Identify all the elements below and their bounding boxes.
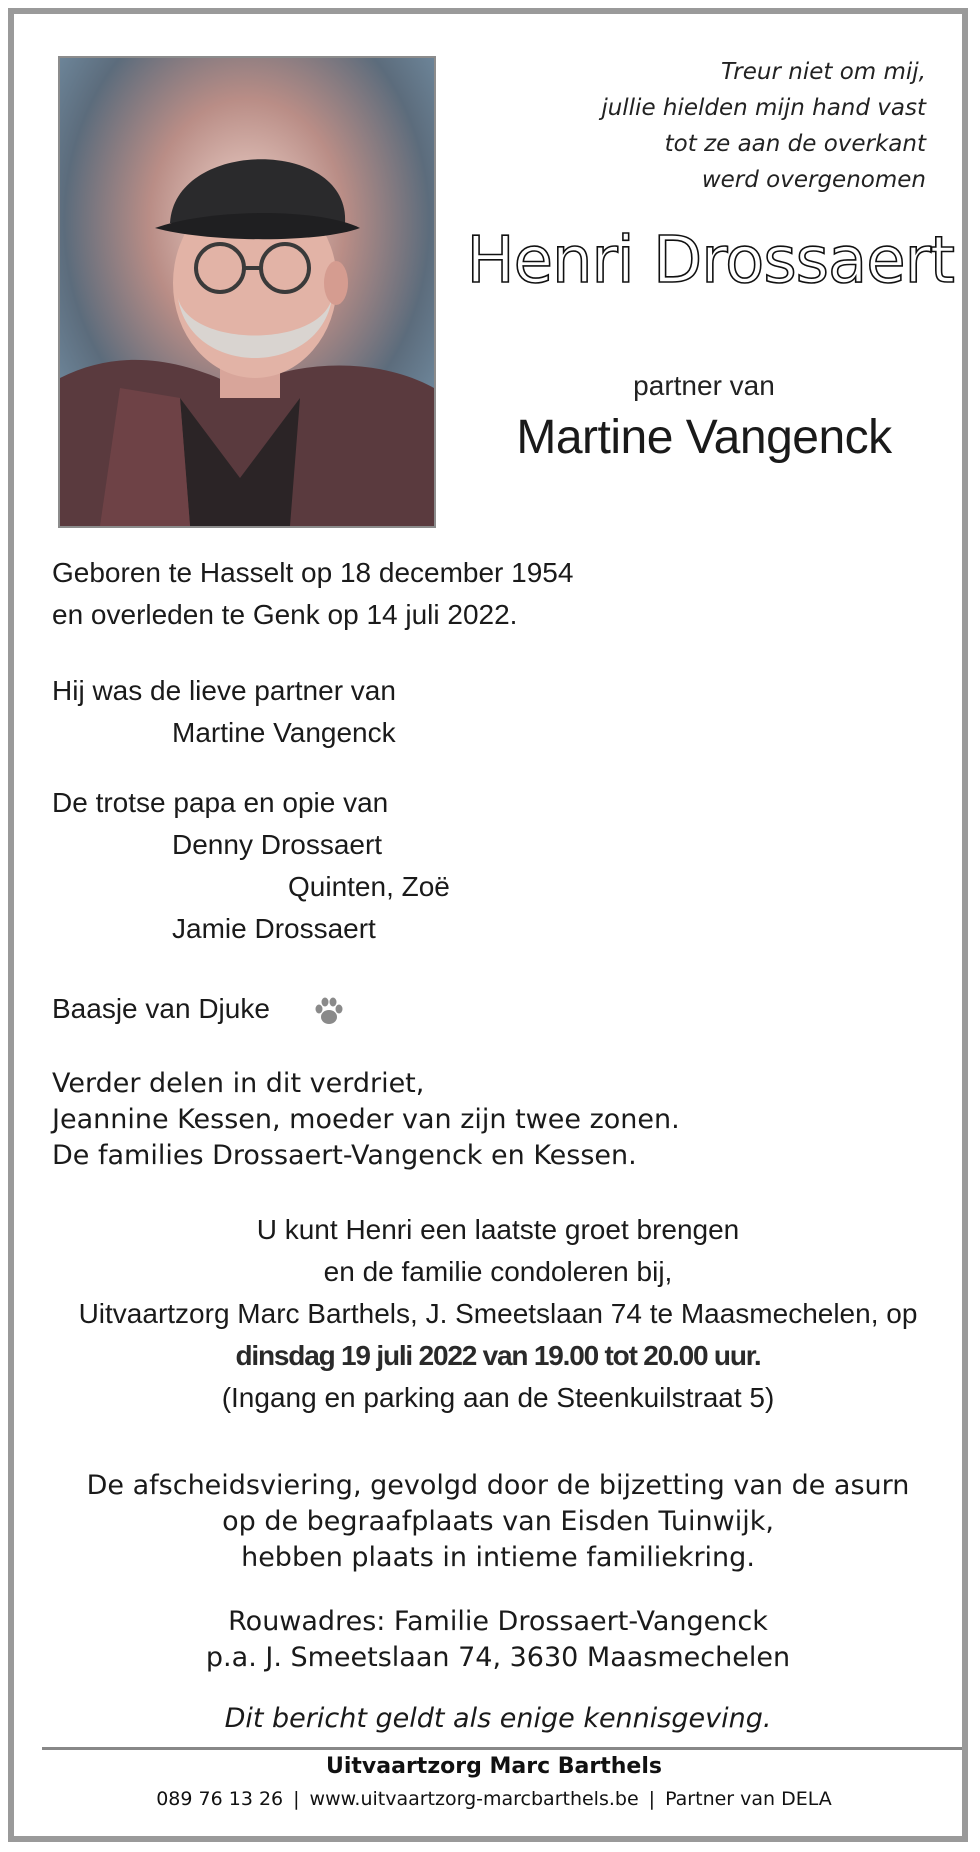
partner-section-name: Martine Vangenck — [172, 717, 396, 748]
deceased-name: Henri Drossaert — [466, 224, 954, 298]
partner-label: partner van — [633, 370, 775, 401]
pet-line — [52, 988, 348, 1030]
announcement-frame — [8, 8, 968, 1842]
memorial-quote — [506, 54, 926, 198]
others-line: Jeannine Kessen, moeder van zijn twee zonen. — [52, 1104, 680, 1135]
address-line: p.a. J. Smeetslaan 74, 3630 Maasmechelen — [205, 1642, 791, 1673]
others-line: De families Drossaert-Vangenck en Kessen. — [52, 1140, 637, 1171]
partner-intro: Hij was de lieve partner van — [52, 675, 396, 706]
footer-website: www.uitvaartzorg-marcbarthels.be — [309, 1788, 639, 1810]
quote-line: Treur niet om mij, — [721, 59, 926, 85]
partner-name: Martine Vangenck — [516, 411, 892, 464]
others-block — [52, 1066, 680, 1174]
portrait-photo — [58, 56, 436, 528]
pet-text: Baasje van Djuke — [52, 993, 270, 1024]
closing-note: Dit bericht geldt als enige kennisgeving. — [224, 1703, 772, 1734]
quote-line: werd overgenomen — [701, 167, 926, 193]
family-intro: De trotse papa en opie van — [52, 787, 389, 818]
ceremony-line: op de begraafplaats van Eisden Tuinwijk, — [222, 1506, 774, 1537]
paw-icon — [310, 994, 348, 1028]
condolence-line: en de familie condoleren bij, — [323, 1256, 673, 1287]
footer-partner: Partner van DELA — [665, 1788, 832, 1810]
child-name: Jamie Drossaert — [172, 913, 376, 944]
ceremony-line: De afscheidsviering, gevolgd door de bijzetting van de asurn — [86, 1470, 910, 1501]
ceremony-block — [44, 1468, 952, 1576]
condolence-line: (Ingang en parking aan de Steenkuilstraat 5) — [221, 1382, 775, 1413]
footer-separator: | — [648, 1788, 656, 1810]
visitation-date: dinsdag 19 juli 2022 van 19.00 tot 20.00 uur. — [235, 1340, 761, 1371]
death-line: en overleden te Genk op 14 juli 2022. — [52, 599, 518, 630]
family-block — [52, 782, 450, 950]
footer-divider — [42, 1747, 962, 1750]
footer-company: Uitvaartzorg Marc Barthels — [326, 1754, 662, 1779]
condolence-block — [44, 1209, 952, 1419]
footer-contact — [14, 1788, 974, 1810]
address-block — [44, 1604, 952, 1676]
grandchildren-names: Quinten, Zoë — [288, 871, 450, 902]
footer-separator: | — [293, 1788, 300, 1810]
condolence-line: U kunt Henri een laatste groet brengen — [256, 1214, 740, 1245]
child-name: Denny Drossaert — [172, 829, 383, 860]
birth-line: Geboren te Hasselt op 18 december 1954 — [52, 557, 574, 588]
quote-line: tot ze aan de overkant — [664, 131, 926, 157]
address-line: Rouwadres: Familie Drossaert-Vangenck — [228, 1606, 768, 1637]
footer-phone: 089 76 13 26 — [156, 1788, 284, 1810]
birth-death-block — [52, 552, 573, 636]
others-line: Verder delen in dit verdriet, — [52, 1068, 425, 1099]
quote-line: jullie hielden mijn hand vast — [601, 95, 926, 121]
ceremony-line: hebben plaats in intieme familiekring. — [241, 1542, 755, 1573]
condolence-line: Uitvaartzorg Marc Barthels, J. Smeetslaan 74 te Maasmechelen, op — [78, 1298, 918, 1329]
partner-block — [52, 670, 396, 754]
